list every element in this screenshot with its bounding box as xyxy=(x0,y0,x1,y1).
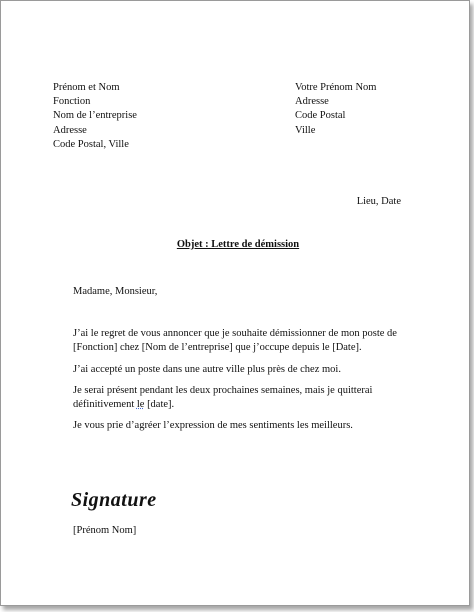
sender-postal-city: Code Postal, Ville xyxy=(53,138,129,150)
grammar-flagged-word: le xyxy=(136,399,145,411)
salutation: Madame, Monsieur, xyxy=(73,286,158,297)
paragraph-resignation xyxy=(73,327,413,355)
recipient-block xyxy=(295,81,376,138)
paragraph-notice xyxy=(73,384,413,412)
signature: Signature xyxy=(71,489,157,511)
paragraph-line: Je serai présent pendant les deux prochaines semaines, mais je quitterai xyxy=(73,384,373,396)
sender-function: Fonction xyxy=(53,96,91,108)
sender-block xyxy=(53,81,137,152)
recipient-name: Votre Prénom Nom xyxy=(295,82,377,93)
sender-name: Prénom et Nom xyxy=(53,82,120,93)
sender-company: Nom de l’entreprise xyxy=(53,110,137,122)
text-fragment: définitivement xyxy=(73,399,137,411)
recipient-address: Adresse xyxy=(295,96,329,108)
text-fragment: [date]. xyxy=(144,399,175,411)
place-date: Lieu, Date xyxy=(356,196,401,207)
signer-name: [Prénom Nom] xyxy=(73,525,137,536)
paragraph-closing: Je vous prie d’agréer l’expression de mes sentiments les meilleurs. xyxy=(73,420,353,432)
letter-body xyxy=(73,285,413,440)
recipient-postal-code: Code Postal xyxy=(295,110,346,122)
paragraph-line: [Fonction] chez [Nom de l’entreprise] que j’occupe depuis le [Date]. xyxy=(73,342,362,354)
paragraph-line xyxy=(73,398,413,412)
paragraph-line: J’ai le regret de vous annoncer que je souhaite démissionner de mon poste de xyxy=(73,328,397,340)
recipient-city: Ville xyxy=(295,124,316,136)
paragraph-new-job: J’ai accepté un poste dans une autre ville plus près de chez moi. xyxy=(73,363,341,375)
sender-address: Adresse xyxy=(53,124,87,136)
letter-subject: Objet : Lettre de démission xyxy=(176,239,300,250)
